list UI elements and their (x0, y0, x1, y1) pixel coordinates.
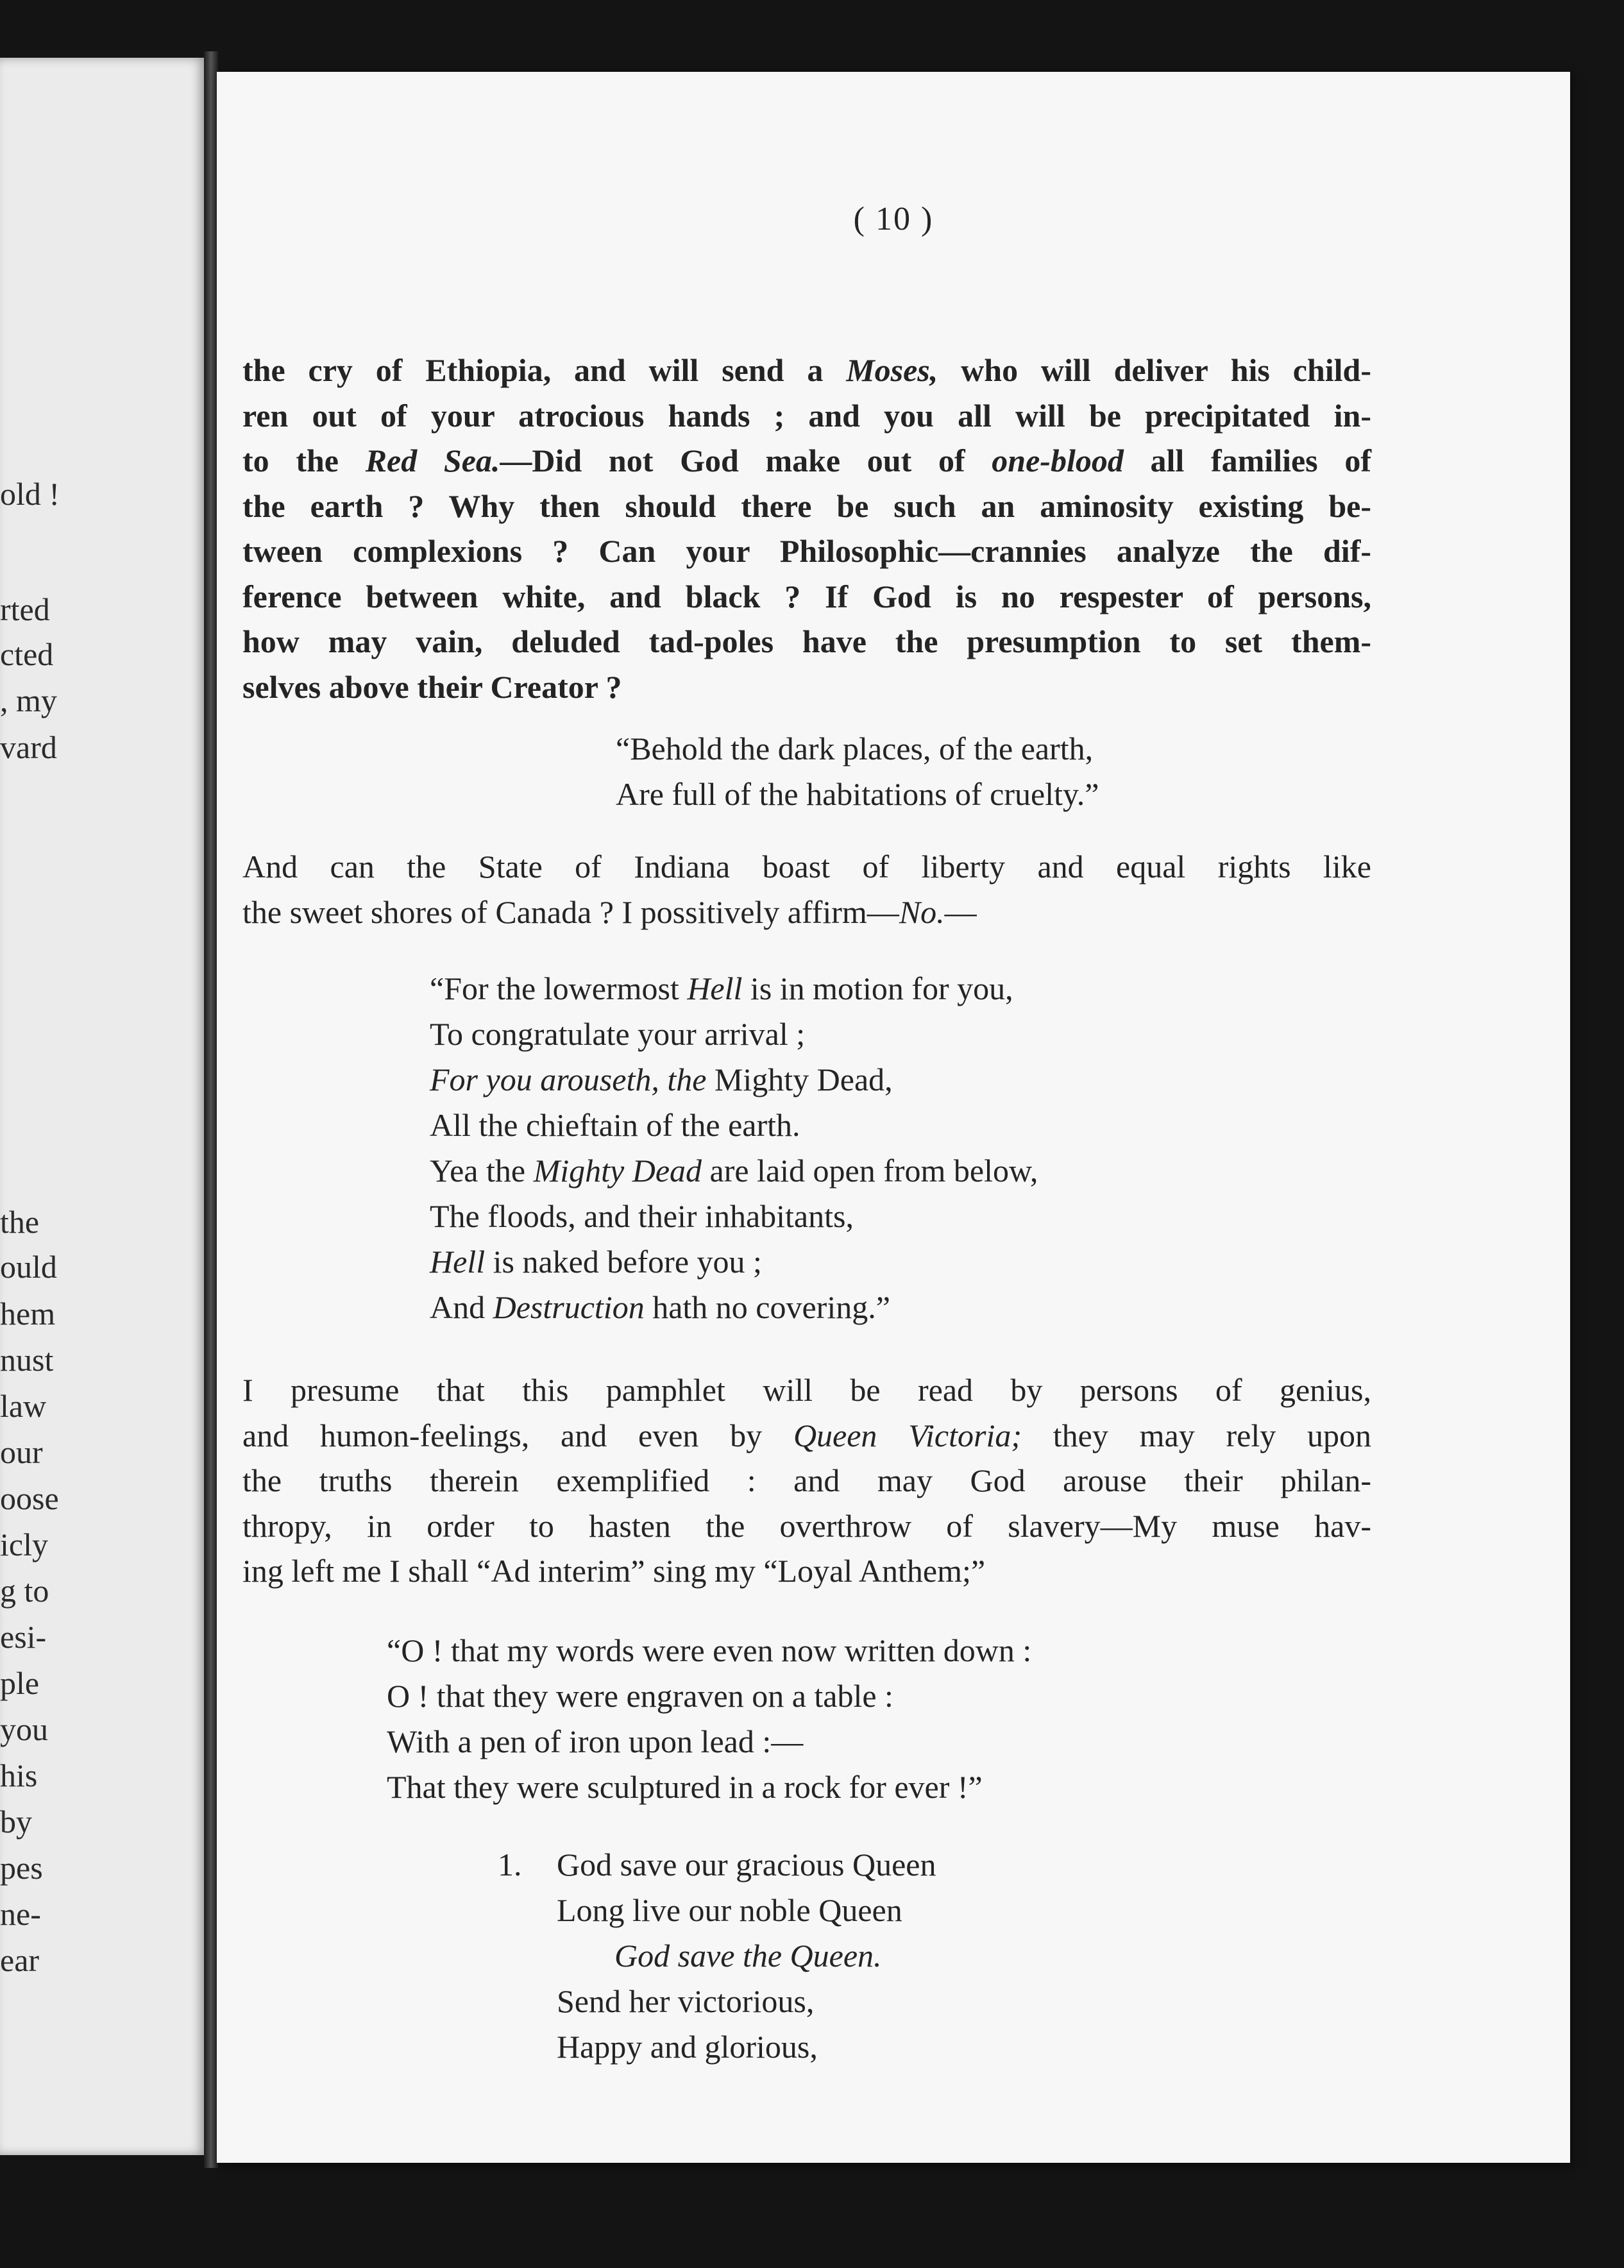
text-line (242, 664, 1371, 710)
text-segment: ing left me I shall “Ad interim” sing my “Loyal Anthem;” (242, 1553, 986, 1589)
text-segment: With a pen of iron upon lead :— (387, 1723, 804, 1759)
anthem-line: Happy and glorious, (557, 2029, 818, 2065)
text-segment: all families of (1123, 443, 1371, 478)
text-segment: ren out of your atrocious hands ; and you all will be precipitated in- (242, 397, 1371, 434)
text-line (387, 1628, 1031, 1673)
text-line (430, 1285, 1038, 1330)
facing-page-text: g to (0, 1573, 49, 1609)
verse-3 (387, 1628, 1031, 1810)
text-segment: selves above their Creator ? (242, 668, 622, 705)
emphasis: Destruction (493, 1289, 645, 1325)
facing-page-text: ne- (0, 1896, 41, 1932)
anthem-line: God save the Queen. (614, 1938, 882, 1974)
emphasis: Hell (430, 1244, 486, 1280)
text-line (387, 1764, 1031, 1810)
paragraph-3 (242, 1367, 1371, 1594)
text-segment: “For the lowermost (430, 970, 688, 1006)
text-line (430, 1239, 1038, 1285)
facing-page-text: ple (0, 1665, 40, 1701)
facing-page-text: old ! (0, 476, 60, 512)
text-line (387, 1719, 1031, 1764)
text-segment: the cry of Ethiopia, and will send a (242, 352, 847, 388)
text-segment: Yea the (430, 1153, 534, 1189)
text-segment: who will deliver his child- (938, 352, 1371, 388)
text-segment: they may rely upon (1022, 1417, 1371, 1453)
text-line (242, 619, 1371, 664)
text-segment: the sweet shores of Canada ? I possitively affirm— (242, 893, 899, 930)
loyal-anthem (498, 1842, 936, 2070)
facing-page-text: esi- (0, 1619, 47, 1655)
text-segment: tween complexions ? Can your Philosophic—crannies analyze the dif- (242, 533, 1371, 569)
text-segment: And (430, 1289, 493, 1325)
text-segment: the earth ? Why then should there be such an aminosity existing be- (242, 487, 1371, 524)
text-segment: I presume that this pamphlet will be read by persons of genius, (242, 1372, 1371, 1408)
verse-2 (430, 966, 1038, 1330)
stanza-number: 1. (498, 1847, 522, 1883)
text-line (430, 966, 1038, 1011)
facing-page-text: oose (0, 1480, 59, 1516)
text-segment: is in motion for you, (742, 970, 1013, 1006)
text-line (242, 1413, 1371, 1459)
text-segment: “Behold the dark places, of the earth, (616, 731, 1094, 766)
facing-page-fragment (0, 58, 205, 2155)
text-line (430, 1011, 1038, 1057)
facing-page-text: rted (0, 591, 50, 627)
text-line (616, 772, 1099, 817)
text-line (616, 726, 1099, 772)
facing-page-text: ould (0, 1249, 57, 1285)
anthem-line: God save our gracious Queen (557, 1847, 936, 1883)
text-segment: thropy, in order to hasten the overthrow of slavery—My muse hav- (242, 1507, 1371, 1544)
text-segment: and humon-feelings, and even by (242, 1417, 793, 1453)
verse-1 (616, 726, 1099, 817)
facing-page-text: nust (0, 1342, 54, 1378)
text-line (430, 1194, 1038, 1239)
emphasis: Hell (687, 970, 743, 1006)
emphasis: Moses, (846, 352, 938, 388)
document-page (217, 72, 1570, 2163)
emphasis: Queen Victoria; (793, 1417, 1022, 1453)
text-segment: are laid open from below, (702, 1153, 1038, 1189)
text-line (242, 1367, 1371, 1413)
text-segment: Are full of the habitations of cruelty.” (616, 776, 1099, 812)
anthem-line: Long live our noble Queen (557, 1892, 902, 1928)
text-segment: All the chieftain of the earth. (430, 1107, 800, 1143)
text-segment: And can the State of Indiana boast of liberty and equal rights like (242, 849, 1371, 884)
text-line (242, 890, 1371, 935)
book-gutter (204, 51, 218, 2168)
text-segment: O ! that they were engraven on a table : (387, 1678, 893, 1714)
facing-page-text: his (0, 1757, 38, 1793)
emphasis: No. (899, 893, 945, 930)
page-number: ( 10 ) (853, 201, 934, 237)
facing-page-text: the (0, 1204, 40, 1240)
text-line (242, 484, 1371, 529)
text-segment: the truths therein exemplified : and may God arouse their philan- (242, 1462, 1371, 1498)
text-line (242, 438, 1371, 484)
text-line (242, 393, 1371, 439)
text-line (242, 1458, 1371, 1503)
facing-page-text: cted (0, 636, 54, 672)
facing-page-text: hem (0, 1296, 56, 1332)
text-segment: The floods, and their inhabitants, (430, 1198, 854, 1234)
facing-page-text: you (0, 1711, 48, 1747)
text-segment: hath no covering.” (644, 1289, 890, 1325)
text-segment: That they were sculptured in a rock for ever !” (387, 1769, 983, 1805)
facing-page-text: law (0, 1388, 47, 1424)
facing-page-text: pes (0, 1850, 43, 1886)
emphasis: one-blood (992, 443, 1124, 478)
facing-page-text: , my (0, 682, 57, 718)
anthem-line: Send her victorious, (557, 1983, 815, 2019)
text-line (430, 1103, 1038, 1148)
text-line (387, 1673, 1031, 1719)
text-line (430, 1057, 1038, 1103)
text-segment: —Did not God make out of (500, 443, 992, 478)
text-line (242, 574, 1371, 620)
text-line (242, 1503, 1371, 1549)
facing-page-text: icly (0, 1527, 48, 1562)
emphasis: For you arouseth, the (430, 1062, 715, 1097)
text-segment: to the (242, 443, 366, 478)
text-line (242, 844, 1371, 890)
facing-page-text: our (0, 1434, 43, 1470)
paragraph-2 (242, 844, 1371, 935)
text-line (430, 1148, 1038, 1194)
text-segment: ference between white, and black ? If God is no respester of persons, (242, 578, 1371, 614)
facing-page-text: vard (0, 729, 57, 765)
text-segment: “O ! that my words were even now written down : (387, 1632, 1032, 1668)
facing-page-text: ear (0, 1942, 40, 1978)
text-line (242, 1548, 1371, 1594)
emphasis: Mighty Dead (533, 1153, 702, 1189)
text-line (242, 529, 1371, 574)
text-segment: Mighty Dead, (714, 1062, 893, 1097)
text-segment: how may vain, deluded tad-poles have the presumption to set them- (242, 623, 1371, 659)
paragraph-1 (242, 348, 1371, 709)
emphasis: Red Sea. (365, 443, 500, 478)
text-line (242, 348, 1371, 393)
facing-page-text: by (0, 1804, 32, 1840)
text-segment: — (944, 893, 977, 930)
text-segment: To congratulate your arrival ; (430, 1016, 806, 1052)
text-segment: is naked before you ; (485, 1244, 762, 1280)
